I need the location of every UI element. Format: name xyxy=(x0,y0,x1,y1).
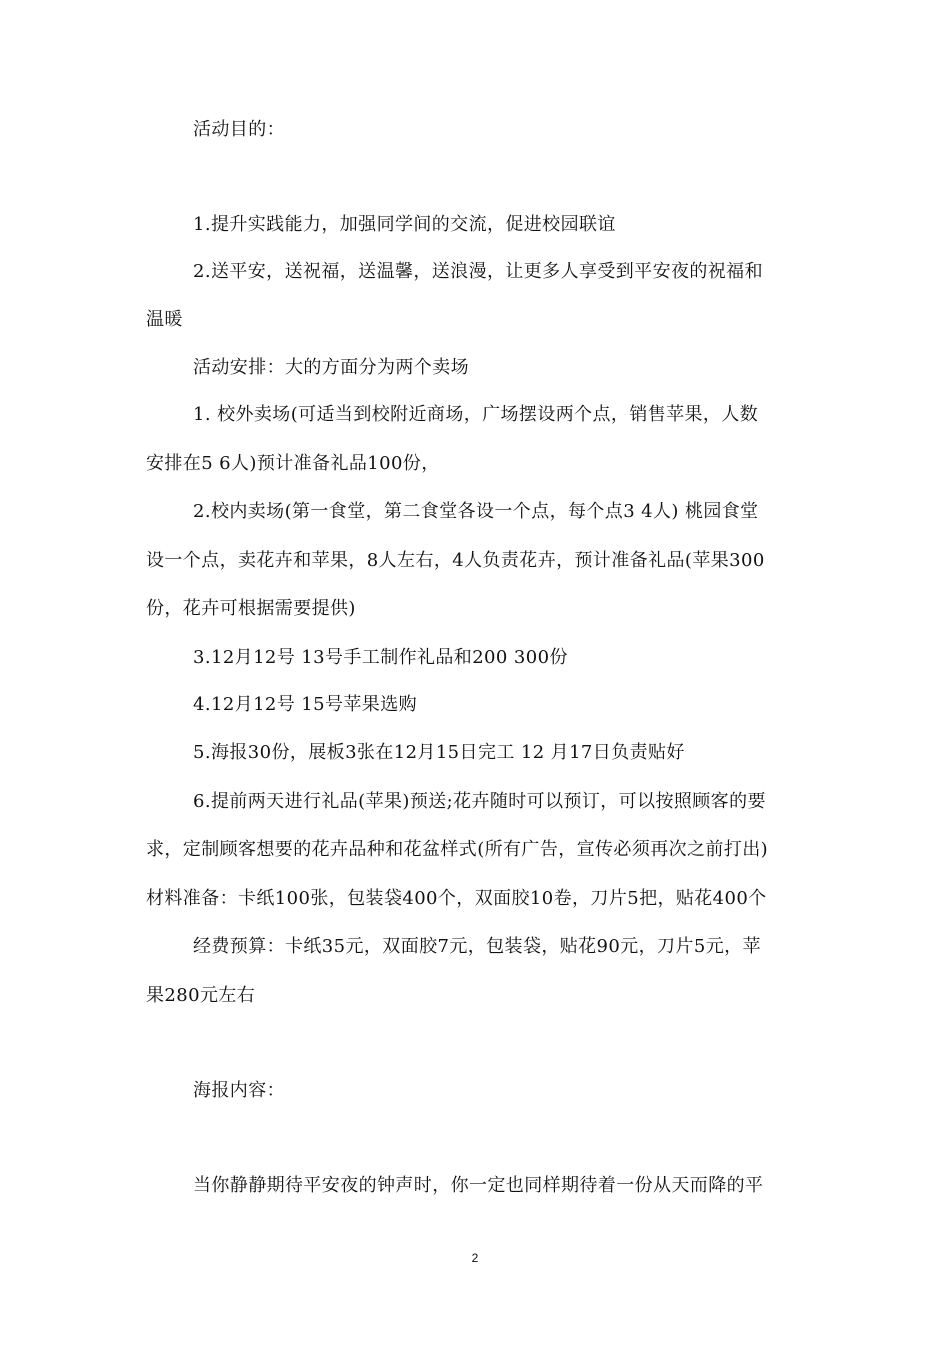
paragraph-line: 2.送平安，送祝福，送温馨，送浪漫，让更多人享受到平安夜的祝福和 xyxy=(193,261,763,282)
paragraph-line: 6.提前两天进行礼品(苹果)预送;花卉随时可以预订，可以按照顾客的要 xyxy=(193,791,766,812)
heading-poster-content: 海报内容： xyxy=(193,1080,285,1101)
paragraph-line: 活动安排：大的方面分为两个卖场 xyxy=(193,357,469,378)
paragraph-line: 安排在5 6人)预计准备礼品100份， xyxy=(146,453,440,474)
paragraph-line: 经费预算：卡纸35元，双面胶7元，包装袋，贴花90元，刀片5元，苹 xyxy=(193,936,761,957)
paragraph-line: 当你静静期待平安夜的钟声时，你一定也同样期待着一份从天而降的平 xyxy=(193,1175,764,1196)
paragraph-line: 5.海报30份，展板3张在12月15日完工 12 月17日负责贴好 xyxy=(193,742,685,763)
paragraph-line: 份，花卉可根据需要提供) xyxy=(146,598,356,619)
paragraph-line: 3.12月12号 13号手工制作礼品和200 300份 xyxy=(193,647,568,668)
paragraph-line: 4.12月12号 15号苹果选购 xyxy=(193,694,418,715)
paragraph-line: 材料准备：卡纸100张，包装袋400个，双面胶10卷，刀片5把，贴花400个 xyxy=(146,888,767,909)
paragraph-line: 1. 校外卖场(可适当到校附近商场，广场摆设两个点，销售苹果，人数 xyxy=(193,404,759,425)
paragraph-line: 1.提升实践能力，加强同学间的交流，促进校园联谊 xyxy=(193,214,616,235)
paragraph-line: 果280元左右 xyxy=(146,985,256,1006)
page-number: 2 xyxy=(471,1251,479,1265)
paragraph-line: 温暖 xyxy=(146,309,183,330)
paragraph-line: 设一个点，卖花卉和苹果，8人左右，4人负责花卉，预计准备礼品(苹果300 xyxy=(146,550,765,571)
paragraph-line: 求，定制顾客想要的花卉品种和花盆样式(所有广告，宣传必须再次之前打出) xyxy=(146,839,769,860)
paragraph-line: 2.校内卖场(第一食堂，第二食堂各设一个点，每个点3 4人) 桃园食堂 xyxy=(193,501,759,522)
heading-activity-purpose: 活动目的： xyxy=(193,119,285,140)
